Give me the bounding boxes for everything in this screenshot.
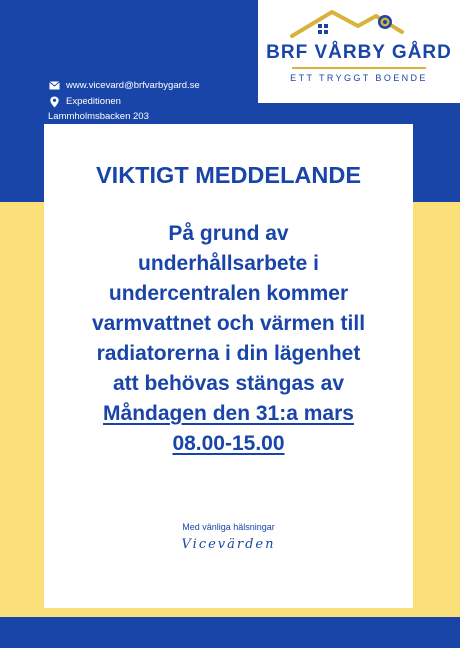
notice-heading: VIKTIGT MEDDELANDE: [95, 162, 362, 188]
emblem-icon: [377, 14, 393, 30]
notice-time: 08.00-15.00: [172, 432, 285, 455]
notice-line: undercentralen kommer: [108, 282, 349, 305]
logo-box: [258, 0, 460, 103]
notice-line: varmvattnet och värmen till: [91, 312, 366, 335]
contact-email[interactable]: www.vicevard@brfvarbygard.se: [66, 80, 200, 91]
logo-subtitle: ETT TRYGGT BOENDE: [290, 73, 428, 83]
location-pin-icon: [48, 96, 61, 108]
notice-line: radiatorerna i din lägenhet: [96, 342, 361, 365]
contact-location-line1: Expeditionen: [66, 96, 121, 107]
logo-title: BRF VÅRBY GÅRD: [266, 42, 452, 63]
notice-line: underhållsarbete i: [138, 252, 319, 275]
signature: Vicevärden: [181, 537, 276, 552]
notice-body: [44, 219, 413, 459]
notice-line: På grund av: [168, 222, 289, 245]
greeting: Med vänliga hälsningar: [182, 522, 275, 532]
house-roof-icon: [288, 6, 430, 42]
contact-location-line2: Lammholmsbacken 203: [48, 111, 149, 122]
contact-location-row: [48, 96, 149, 122]
notice-line: att behövas stängas av: [112, 372, 345, 395]
notice-card: [44, 124, 413, 608]
bottom-blue-band: [0, 617, 460, 648]
notice-date: Måndagen den 31:a mars: [103, 402, 354, 425]
mail-icon: [48, 81, 61, 90]
logo-divider: [292, 67, 426, 69]
contact-email-row: [48, 80, 200, 91]
